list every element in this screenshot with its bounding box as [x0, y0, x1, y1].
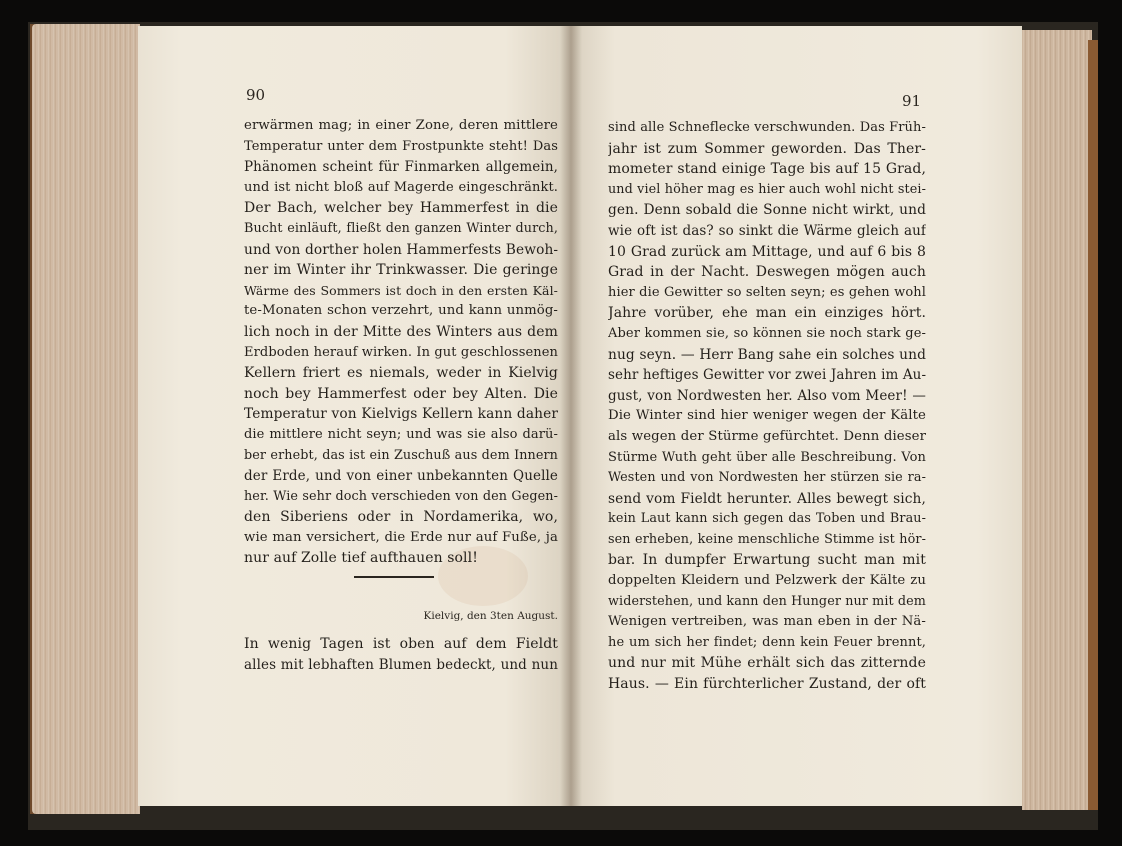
text-line: und ist nicht bloß auf Magerde eingeschränkt. [244, 179, 558, 195]
text-line: alles mit lebhaften Blumen bedeckt, und nun [244, 656, 558, 673]
text-line: noch bey Hammerfest oder bey Alten. Die [244, 385, 558, 402]
text-line: Temperatur unter dem Frostpunkte steht! Das [244, 138, 558, 154]
text-line: mometer stand einige Tage bis auf 15 Grad, [608, 161, 926, 178]
text-line: Aber kommen sie, so können sie noch stark ge- [608, 325, 926, 341]
text-line: und viel höher mag es hier auch wohl nicht stei- [608, 181, 926, 197]
text-line: sind alle Schneflecke verschwunden. Das Früh- [608, 120, 926, 135]
page-number-right: 91 [902, 92, 922, 110]
text-line: wie man versichert, die Erde nur auf Fuße, ja [244, 529, 558, 545]
text-line: Stürme Wuth geht über alle Beschreibung. Von [608, 449, 926, 465]
text-line: Temperatur von Kielvigs Kellern kann daher [244, 406, 558, 423]
text-line: Haus. — Ein fürchterlicher Zustand, der oft [608, 676, 926, 693]
text-line: te-Monaten schon verzehrt, und kann unmög- [244, 303, 558, 319]
text-line: der Erde, und von einer unbekannten Quelle [244, 468, 558, 485]
text-line: sehr heftiges Gewitter vor zwei Jahren im Au- [608, 367, 926, 384]
text-line: Grad in der Nacht. Deswegen mögen auch [608, 264, 926, 281]
text-line: als wegen der Stürme gefürchtet. Denn dieser [608, 428, 926, 444]
text-line: ner im Winter ihr Trinkwasser. Die geringe [244, 262, 558, 279]
dateline: Kielvig, den 3ten August. [423, 610, 558, 622]
page-number-left: 90 [246, 86, 266, 104]
text-line: sen erheben, keine menschliche Stimme ist hör- [608, 531, 926, 547]
text-line: ber erhebt, das ist ein Zuschuß aus dem Innern [244, 447, 558, 463]
text-line: kein Laut kann sich gegen das Toben und Brau- [608, 511, 926, 527]
left-page-text-continued [244, 634, 558, 675]
text-line: jahr ist zum Sommer geworden. Das Ther- [608, 140, 926, 157]
text-line: Wenigen vertreiben, was man eben in der Nä- [608, 614, 926, 630]
text-line: he um sich her findet; denn kein Feuer brennt, [608, 634, 926, 650]
text-line: und nur mit Mühe erhält sich das zitternde [608, 655, 926, 672]
text-line: her. Wie sehr doch verschieden von den Gegen- [244, 488, 558, 504]
text-line: den Siberiens oder in Nordamerika, wo, [244, 509, 558, 526]
text-line: In wenig Tagen ist oben auf dem Fieldt [244, 636, 558, 652]
text-line: wie oft ist das? so sinkt die Wärme gleich auf [608, 222, 926, 239]
text-line: lich noch in der Mitte des Winters aus dem [244, 323, 558, 340]
text-line: gust, von Nordwesten her. Also vom Meer! — [608, 387, 926, 404]
text-line: Die Winter sind hier weniger wegen der Kälte [608, 408, 926, 424]
book-cover-right [1088, 40, 1098, 810]
text-line: nug seyn. — Herr Bang sahe ein solches und [608, 346, 926, 363]
text-line: Jahre vorüber, ehe man ein einziges hört. [608, 305, 926, 322]
text-line: gen. Denn sobald die Sonne nicht wirkt, und [608, 202, 926, 219]
text-line: bar. In dumpfer Erwartung sucht man mit [608, 552, 926, 569]
section-divider [354, 576, 434, 578]
page-edges-left [32, 24, 140, 814]
text-line: doppelten Kleidern und Pelzwerk der Kälte zu [608, 573, 926, 589]
text-line: Wärme des Sommers ist doch in den ersten Käl- [244, 282, 558, 298]
text-line: hier die Gewitter so selten seyn; es gehen wohl [608, 284, 926, 300]
left-page-text [244, 116, 558, 569]
text-line: send vom Fieldt herunter. Alles bewegt sich, [608, 490, 926, 507]
text-line: Westen und von Nordwesten her stürzen sie ra- [608, 470, 926, 486]
text-line: 10 Grad zurück am Mittage, und auf 6 bis 8 [608, 243, 926, 260]
text-line: Der Bach, welcher bey Hammerfest in die [244, 200, 558, 217]
text-line: Phänomen scheint für Finmarken allgemein, [244, 159, 558, 176]
text-line: widerstehen, und kann den Hunger nur mit dem [608, 593, 926, 609]
text-line: erwärmen mag; in einer Zone, deren mittlere [244, 118, 558, 133]
book-gutter [560, 26, 582, 806]
page-edges-right [1022, 30, 1092, 810]
text-line: nur auf Zolle tief aufthauen soll! [244, 550, 478, 567]
right-page-text [608, 118, 926, 695]
text-line: und von dorther holen Hammerfests Bewoh- [244, 241, 558, 258]
text-line: Erdboden herauf wirken. In gut geschlossenen [244, 344, 558, 360]
text-line: die mittlere nicht seyn; und was sie also darü- [244, 426, 558, 442]
text-line: Kellern friert es niemals, weder in Kielvig [244, 365, 558, 382]
text-line: Bucht einläuft, fließt den ganzen Winter durch, [244, 220, 558, 236]
